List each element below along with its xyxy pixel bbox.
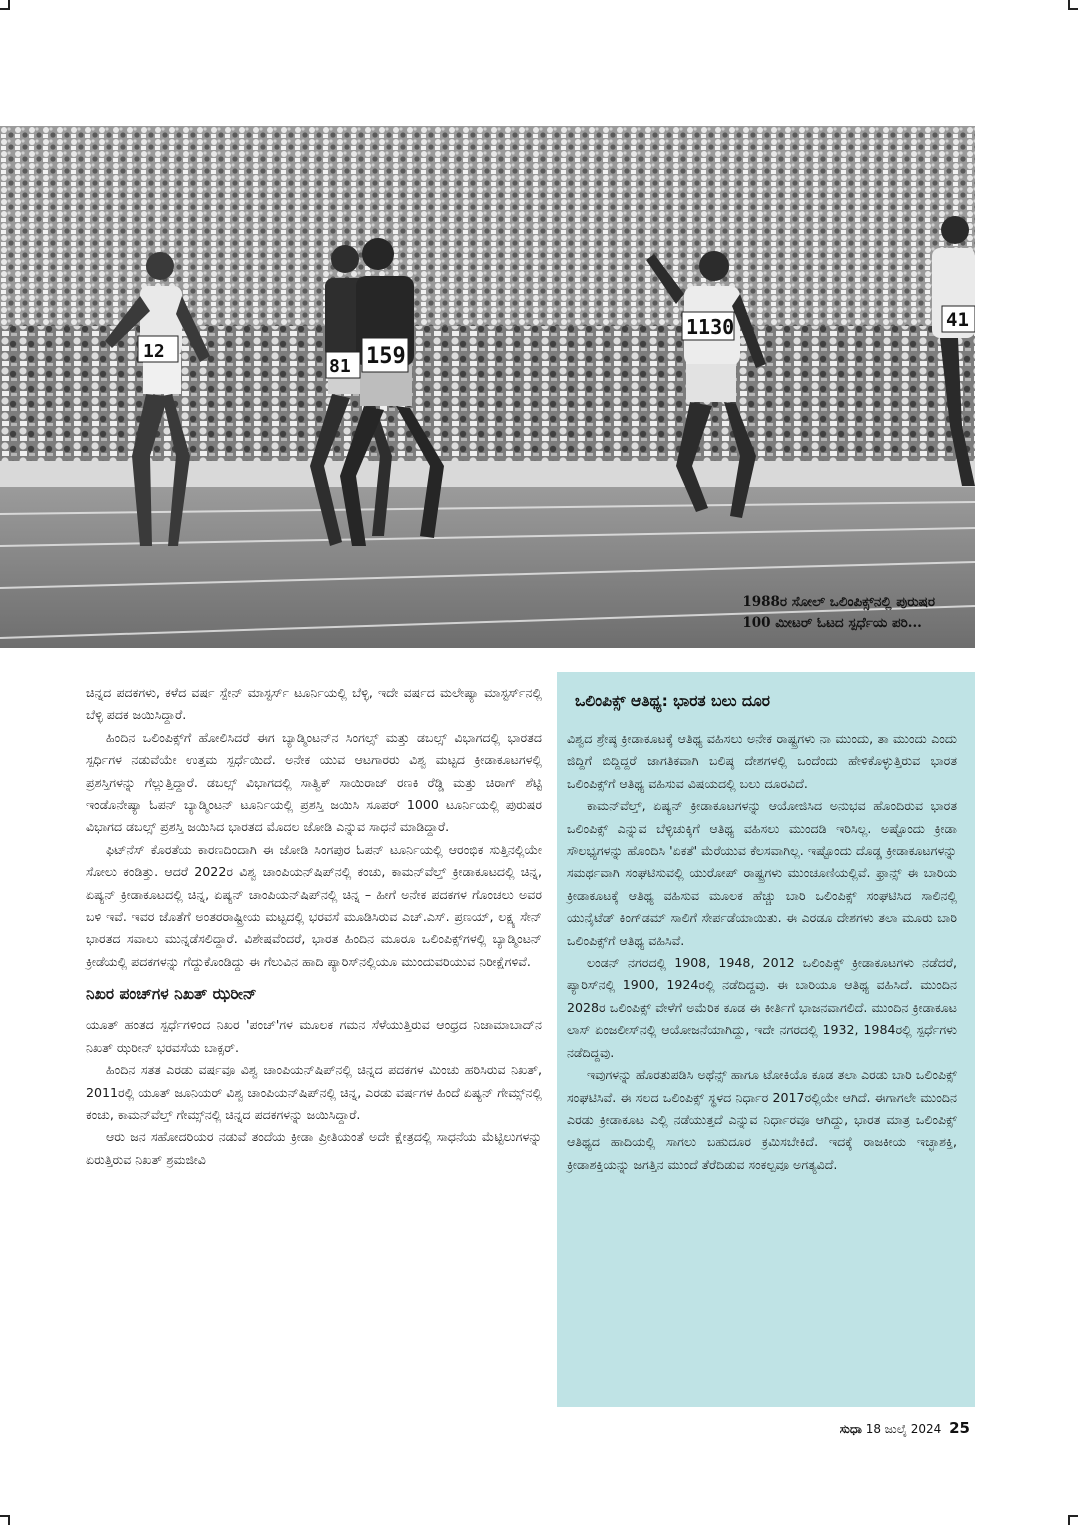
sidebar-body xyxy=(567,728,957,1176)
page-footer xyxy=(840,1419,970,1438)
paragraph: ಫಿಟ್‌ನೆಸ್ ಕೊರತೆಯ ಕಾರಣದಿಂದಾಗಿ ಈ ಜೋಡಿ ಸಿಂಗಪುರ ಓಪನ್ ಟೂರ್ನಿಯಲ್ಲಿ ಆರಂಭಿಕ ಸುತ್ತಿನಲ್ಲಿಯೇ ಸೋಲು ಕಂಡಿತ್ತು. ಆದರೆ 2022ರ ವಿಶ್ವ ಚಾಂಪಿಯನ್‌ಷಿಪ್‌ನಲ್ಲಿ ಕಂಚು, ಕಾಮನ್‌ವೆಲ್ತ್ ಕ್ರೀಡಾಕೂಟದಲ್ಲಿ ಚಿನ್ನ, ಏಷ್ಯನ್ ಕ್ರೀಡಾಕೂಟದಲ್ಲಿ ಚಿನ್ನ, ಏಷ್ಯನ್ ಚಾಂಪಿಯನ್‌ಷಿಪ್‌ನಲ್ಲಿ ಚಿನ್ನ – ಹೀಗೆ ಅನೇಕ ಪದಕಗಳ ಗೊಂಚಲು ಅವರ ಬಳಿ ಇವೆ. ಇವರ ಜೊತೆಗೆ ಅಂತರರಾಷ್ಟ್ರೀಯ ಮಟ್ಟದಲ್ಲಿ ಭರವಸೆ ಮೂಡಿಸಿರುವ ಎಚ್.ಎಸ್. ಪ್ರಣಯ್, ಲಕ್ಷ್ಯ ಸೇನ್ ಭಾರತದ ಸವಾಲು ಮುನ್ನಡೆಸಲಿದ್ದಾರೆ. ವಿಶೇಷವೆಂದರೆ, ಭಾರತ ಹಿಂದಿನ ಮೂರೂ ಒಲಿಂಪಿಕ್ಸ್‌ಗಳಲ್ಲಿ ಬ್ಯಾಡ್ಮಿಂಟನ್ ಕ್ರೀಡೆಯಲ್ಲಿ ಪದಕಗಳನ್ನು ಗೆದ್ದುಕೊಂಡಿದ್ದು ಈ ಗೆಲುವಿನ ಹಾದಿ ಪ್ಯಾರಿಸ್‌ನಲ್ಲಿಯೂ ಮುಂದುವರಿಯುವ ನಿರೀಕ್ಷೆಗಳಿವೆ. xyxy=(86,841,542,969)
paragraph: ಯೂತ್ ಹಂತದ ಸ್ಪರ್ಧೆಗಳಿಂದ ನಿಖರ 'ಪಂಚ್'ಗಳ ಮೂಲಕ ಗಮನ ಸೆಳೆಯುತ್ತಿರುವ ಆಂಧ್ರದ ನಿಜಾಮಾಬಾದ್‌ನ ನಿಖತ್ ಝರೀನ್ ಭರವಸೆಯ ಬಾಕ್ಸರ್. xyxy=(86,1017,542,1055)
paragraph: ಇವುಗಳನ್ನು ಹೊರತುಪಡಿಸಿ ಅಥೆನ್ಸ್ ಹಾಗೂ ಟೋಕಿಯೊ ಕೂಡ ತಲಾ ಎರಡು ಬಾರಿ ಒಲಿಂಪಿಕ್ಸ್ ಸಂಘಟಿಸಿವೆ. ಈ ಸಲದ ಒಲಿಂಪಿಕ್ಸ್ ಸ್ಥಳದ ನಿರ್ಧಾರ 2017ರಲ್ಲಿಯೇ ಆಗಿದೆ. ಈಗಾಗಲೇ ಮುಂದಿನ ಎರಡು ಕ್ರೀಡಾಕೂಟ ಎಲ್ಲಿ ನಡೆಯುತ್ತದೆ ಎನ್ನುವ ನಿರ್ಧಾರವೂ ಆಗಿದ್ದು, ಭಾರತ ಮಾತ್ರ ಒಲಿಂಪಿಕ್ಸ್ ಆತಿಥ್ಯದ ಹಾದಿಯಲ್ಲಿ ಸಾಗಲು ಬಹುದೂರ ಕ್ರಮಿಸಬೇಕಿದೆ. ಇದಕ್ಕೆ ರಾಜಕೀಯ ಇಚ್ಛಾಶಕ್ತಿ, ಕ್ರೀಡಾಶಕ್ತಿಯನ್ನು ಜಗತ್ತಿನ ಮುಂದೆ ತೆರೆದಿಡುವ ಸಂಕಲ್ಪವೂ ಅಗತ್ಯವಿದೆ. xyxy=(567,1067,957,1172)
paragraph: ಆರು ಜನ ಸಹೋದರಿಯರ ನಡುವೆ ತಂದೆಯ ಕ್ರೀಡಾ ಪ್ರೀತಿಯಂತೆ ಅದೇ ಕ್ಷೇತ್ರದಲ್ಲಿ ಸಾಧನೆಯ ಮೆಟ್ಟಿಲುಗಳನ್ನು ಏರುತ್ತಿರುವ ನಿಖತ್ ಶ್ರಮಜೀವಿ xyxy=(86,1129,542,1167)
article-left-column xyxy=(86,682,542,1171)
bib-number: 159 xyxy=(366,344,406,369)
photo-illustration xyxy=(0,126,975,648)
caption-line: 100 ಮೀಟರ್ ಓಟದ ಸ್ಪರ್ಧೆಯ ಪರಿ... xyxy=(742,615,922,631)
bib-number: 1130 xyxy=(686,315,735,339)
bib-number: 41 xyxy=(946,309,969,331)
olympics-hosting-sidebar xyxy=(557,672,975,1407)
section-heading: ನಿಖರ ಪಂಚ್‌ಗಳ ನಿಖತ್ ಝರೀನ್ xyxy=(86,985,257,1004)
paragraph: ಹಿಂದಿನ ಸತತ ಎರಡು ವರ್ಷವೂ ವಿಶ್ವ ಚಾಂಪಿಯನ್‌ಷಿಪ್‌ನಲ್ಲಿ ಚಿನ್ನದ ಪದಕಗಳ ಮಿಂಚು ಹರಿಸಿರುವ ನಿಖತ್, 2011ರಲ್ಲಿ ಯೂತ್ ಜೂನಿಯರ್ ವಿಶ್ವ ಚಾಂಪಿಯನ್‌ಷಿಪ್‌ನಲ್ಲಿ ಚಿನ್ನ, ಎರಡು ವರ್ಷಗಳ ಹಿಂದೆ ಏಷ್ಯನ್ ಗೇಮ್ಸ್‌ನಲ್ಲಿ ಕಂಚು, ಕಾಮನ್‌ವೆಲ್ತ್ ಗೇಮ್ಸ್‌ನಲ್ಲಿ ಚಿನ್ನದ ಪದಕಗಳನ್ನು ಜಯಿಸಿದ್ದಾರೆ. xyxy=(86,1062,542,1122)
sidebar-heading: ಒಲಿಂಪಿಕ್ಸ್ ಆತಿಥ್ಯ: ಭಾರತ ಬಲು ದೂರ xyxy=(575,692,770,710)
crop-mark-top-left xyxy=(0,0,10,10)
paragraph: ಚಿನ್ನದ ಪದಕಗಳು, ಕಳೆದ ವರ್ಷ ಸ್ಪೇನ್ ಮಾಸ್ಟರ್ಸ್ ಟೂರ್ನಿಯಲ್ಲಿ ಬೆಳ್ಳಿ, ಇದೇ ವರ್ಷದ ಮಲೇಷ್ಯಾ ಮಾಸ್ಟರ್ಸ್‌ನಲ್ಲಿ ಬೆಳ್ಳಿ ಪದಕ ಜಯಿಸಿದ್ದಾರೆ. xyxy=(86,685,542,723)
paragraph: ವಿಶ್ವದ ಶ್ರೇಷ್ಠ ಕ್ರೀಡಾಕೂಟಕ್ಕೆ ಆತಿಥ್ಯ ವಹಿಸಲು ಅನೇಕ ರಾಷ್ಟ್ರಗಳು ನಾ ಮುಂದು, ತಾ ಮುಂದು ಎಂದು ಜಿದ್ದಿಗೆ ಬಿದ್ದಿದ್ದರೆ ಜಾಗತಿಕವಾಗಿ ಬಲಿಷ್ಠ ದೇಶಗಳಲ್ಲಿ ಒಂದೆಂದು ಹೇಳಿಕೊಳ್ಳುತ್ತಿರುವ ಭಾರತ ಒಲಿಂಪಿಕ್ಸ್‌ಗೆ ಆತಿಥ್ಯ ವಹಿಸುವ ವಿಷಯದಲ್ಲಿ ಬಲು ದೂರವಿದೆ. xyxy=(567,731,957,791)
photo-caption xyxy=(742,592,935,634)
page-number: 25 xyxy=(949,1419,970,1437)
caption-line: 1988ರ ಸೋಲ್ ಒಲಿಂಪಿಕ್ಸ್‌ನಲ್ಲಿ ಪುರುಷರ xyxy=(742,594,935,610)
bib-number: 81 xyxy=(329,356,351,377)
publication-name: ಸುಧಾ xyxy=(839,1422,862,1436)
paragraph: ಹಿಂದಿನ ಒಲಿಂಪಿಕ್ಸ್‌ಗೆ ಹೋಲಿಸಿದರೆ ಈಗ ಬ್ಯಾಡ್ಮಿಂಟನ್‌ನ ಸಿಂಗಲ್ಸ್ ಮತ್ತು ಡಬಲ್ಸ್ ವಿಭಾಗದಲ್ಲಿ ಭಾರತದ ಸ್ಪರ್ಧಿಗಳ ನಡುವೆಯೇ ಉತ್ತಮ ಸ್ಪರ್ಧೆಯಿದೆ. ಅನೇಕ ಯುವ ಆಟಗಾರರು ವಿಶ್ವ ಮಟ್ಟದ ಕ್ರೀಡಾಕೂಟಗಳಲ್ಲಿ ಪ್ರಶಸ್ತಿಗಳನ್ನು ಗೆಲ್ಲುತ್ತಿದ್ದಾರೆ. ಡಬಲ್ಸ್ ವಿಭಾಗದಲ್ಲಿ ಸಾತ್ವಿಕ್ ಸಾಯಿರಾಜ್ ರಣಕಿ ರೆಡ್ಡಿ ಮತ್ತು ಚಿರಾಗ್ ಶೆಟ್ಟಿ ಇಂಡೊನೇಷ್ಯಾ ಓಪನ್ ಬ್ಯಾಡ್ಮಿಂಟನ್ ಟೂರ್ನಿಯಲ್ಲಿ ಪ್ರಶಸ್ತಿ ಜಯಿಸಿ ಸೂಪರ್ 1000 ಟೂರ್ನಿಯಲ್ಲಿ ಪುರುಷರ ವಿಭಾಗದ ಡಬಲ್ಸ್ ಪ್ರಶಸ್ತಿ ಜಯಿಸಿದ ಭಾರತದ ಮೊದಲ ಜೋಡಿ ಎನ್ನುವ ಸಾಧನೆ ಮಾಡಿದ್ದಾರೆ. xyxy=(86,729,542,835)
sprint-race-photo xyxy=(0,126,975,648)
crop-mark-top-right xyxy=(1068,0,1078,10)
crop-mark-bottom-left xyxy=(0,1515,10,1525)
paragraph: ಕಾಮನ್‌ವೆಲ್ತ್, ಏಷ್ಯನ್ ಕ್ರೀಡಾಕೂಟಗಳನ್ನು ಆಯೋಜಿಸಿದ ಅನುಭವ ಹೊಂದಿರುವ ಭಾರತ ಒಲಿಂಪಿಕ್ಸ್ ಎನ್ನುವ ಬೆಳ್ಳಿಚುಕ್ಕಿಗೆ ಆತಿಥ್ಯ ವಹಿಸಲು ಮುಂದಡಿ ಇರಿಸಿಲ್ಲ. ಅಷ್ಟೊಂದು ಕ್ರೀಡಾ ಸೌಲಭ್ಯಗಳನ್ನು ಹೊಂದಿಸಿ 'ಏಕತೆ' ಮೆರೆಯುವ ಕೆಲಸವಾಗಿಲ್ಲ. ಇಷ್ಟೊಂದು ದೊಡ್ಡ ಕ್ರೀಡಾಕೂಟಗಳನ್ನು ಸಮರ್ಥವಾಗಿ ಸಂಘಟಿಸುವಲ್ಲಿ ಯುರೋಪ್ ರಾಷ್ಟ್ರಗಳು ಮುಂಚೂಣಿಯಲ್ಲಿವೆ. ಫ್ರಾನ್ಸ್ ಈ ಬಾರಿಯ ಕ್ರೀಡಾಕೂಟಕ್ಕೆ ಆತಿಥ್ಯ ವಹಿಸುವ ಮೂಲಕ ಹೆಚ್ಚು ಬಾರಿ ಒಲಿಂಪಿಕ್ಸ್ ಸಂಘಟಿಸಿದ ಸಾಲಿನಲ್ಲಿ ಯುನೈಟೆಡ್ ಕಿಂಗ್‌ಡಮ್ ಸಾಲಿಗೆ ಸೇರ್ಪಡೆಯಾಯಿತು. ಈ ಎರಡೂ ದೇಶಗಳು ತಲಾ ಮೂರು ಬಾರಿ ಒಲಿಂಪಿಕ್ಸ್‌ಗೆ ಆತಿಥ್ಯ ವಹಿಸಿವೆ. xyxy=(567,798,957,948)
paragraph: ಲಂಡನ್ ನಗರದಲ್ಲಿ 1908, 1948, 2012 ಒಲಿಂಪಿಕ್ಸ್ ಕ್ರೀಡಾಕೂಟಗಳು ನಡೆದರೆ, ಪ್ಯಾರಿಸ್‌ನಲ್ಲಿ 1900, 1924ರಲ್ಲಿ ನಡೆದಿದ್ದವು. ಈ ಬಾರಿಯೂ ಆತಿಥ್ಯ ವಹಿಸಿದೆ. ಮುಂದಿನ 2028ರ ಒಲಿಂಪಿಕ್ಸ್ ವೇಳೆಗೆ ಅಮೆರಿಕ ಕೂಡ ಈ ಕೀರ್ತಿಗೆ ಭಾಜನವಾಗಲಿದೆ. ಮುಂದಿನ ಕ್ರೀಡಾಕೂಟ ಲಾಸ್ ಏಂಜಲೀಸ್‌ನಲ್ಲಿ ಆಯೋಜನೆಯಾಗಿದ್ದು, ಇದೇ ನಗರದಲ್ಲಿ 1932, 1984ರಲ್ಲಿ ಸ್ಪರ್ಧೆಗಳು ನಡೆದಿದ್ದವು. xyxy=(567,955,957,1060)
crop-mark-bottom-right xyxy=(1068,1515,1078,1525)
issue-date: 18 ಜುಲೈ 2024 xyxy=(865,1422,942,1436)
bib-number: 12 xyxy=(143,341,165,362)
